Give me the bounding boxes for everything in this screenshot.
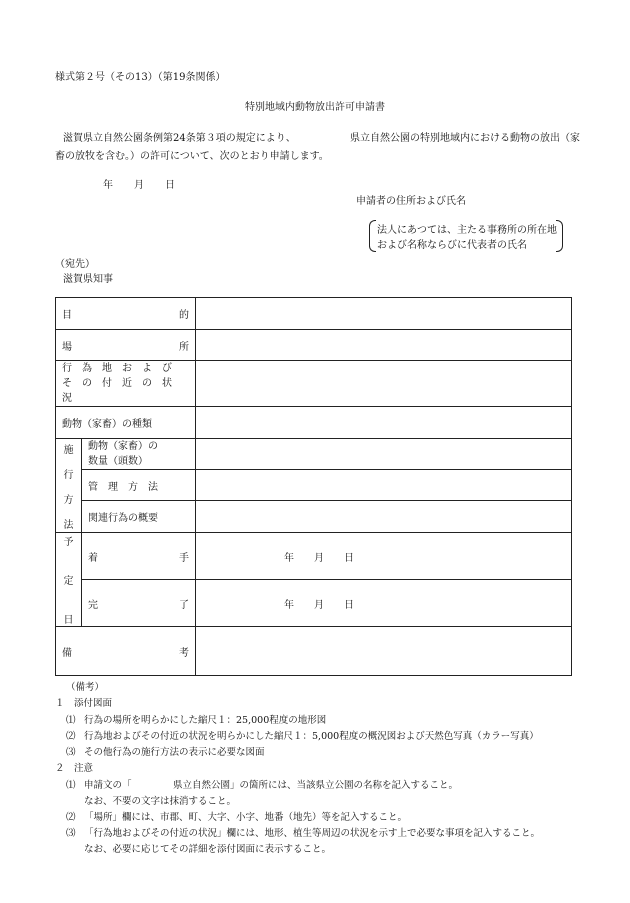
row-related bbox=[56, 501, 572, 533]
notes-s2-item3-num: ⑶ bbox=[66, 828, 76, 839]
notes-s1-title: １ 添付図面 bbox=[55, 698, 113, 709]
row-place bbox=[56, 330, 572, 361]
notes-s1-item2-num: ⑵ bbox=[66, 731, 76, 742]
application-table bbox=[55, 297, 572, 676]
notes-s2-item1-num: ⑴ bbox=[66, 780, 76, 791]
start-date-field[interactable]: 年 月 日 bbox=[196, 533, 572, 580]
corporate-note-bracket bbox=[369, 220, 563, 250]
notes-s2-item2: 「場所」欄には、市郡、町、大字、小字、地番（地先）等を記入すること。 bbox=[84, 812, 408, 823]
notes-heading: （備考） bbox=[66, 682, 105, 693]
addressee-label: （宛先） bbox=[55, 259, 95, 270]
notes-s2-title: ２ 注意 bbox=[55, 763, 94, 774]
applicant-label: 申請者の住所および氏名 bbox=[356, 196, 466, 207]
animal-count-field[interactable] bbox=[196, 439, 572, 470]
corporate-note-line1: 法人にあつては、主たる事務所の所在地 bbox=[377, 225, 557, 236]
intro-line1-a: 滋賀県立自然公園条例第24条第３項の規定により、 bbox=[63, 133, 296, 144]
animal-count-label: 動物（家畜）の 数量（頭数） bbox=[82, 439, 196, 470]
corporate-note-line2: および名称ならびに代表者の氏名 bbox=[377, 240, 527, 251]
row-site-status bbox=[56, 361, 572, 407]
notes-s2-item1-b: 県立自然公園」の箇所には、当該県立公園の名称を記入すること。 bbox=[173, 780, 459, 791]
animal-type-field[interactable] bbox=[196, 407, 572, 439]
animal-type-label: 動物（家畜）の種類 bbox=[56, 407, 196, 439]
remarks-label: 備 考 bbox=[62, 647, 189, 659]
notes-s2-item2-num: ⑵ bbox=[66, 812, 76, 823]
intro-line1-b: 県立自然公園の特別地域内における動物の放出（家 bbox=[350, 133, 580, 144]
notes-s1-item3-num: ⑶ bbox=[66, 747, 76, 758]
notes-s2-item3-b: なお、必要に応じてその詳細を添付図面に表示すること。 bbox=[84, 844, 332, 855]
site-status-label: 行 為 地 お よ び そ の 付 近 の 状 況 bbox=[56, 361, 196, 407]
remarks-field[interactable] bbox=[196, 627, 572, 676]
end-date-field[interactable]: 年 月 日 bbox=[196, 580, 572, 627]
row-management bbox=[56, 470, 572, 501]
row-start bbox=[56, 533, 572, 580]
row-animal-count bbox=[56, 439, 572, 470]
method-group-label: 施 行 方 法 bbox=[56, 439, 82, 533]
notes-s1-item1-num: ⑴ bbox=[66, 715, 76, 726]
row-animal-type bbox=[56, 407, 572, 439]
schedule-group-label: 予 定 日 bbox=[56, 533, 82, 627]
purpose-label: 目 的 bbox=[62, 310, 189, 321]
notes-s1-item1: 行為の場所を明らかにした縮尺１：25,000程度の地形図 bbox=[84, 715, 327, 726]
notes-s1-item3: その他行為の施行方法の表示に必要な図面 bbox=[84, 747, 265, 758]
notes-s2-item1-a: 申請文の「 bbox=[84, 780, 132, 791]
date-day: 日 bbox=[165, 180, 175, 191]
management-field[interactable] bbox=[196, 470, 572, 501]
notes-s2-item1-c: なお、不要の文字は抹消すること。 bbox=[84, 796, 237, 807]
management-label: 管 理 方 法 bbox=[82, 470, 196, 501]
row-remarks bbox=[56, 627, 572, 676]
form-number: 様式第２号（その13）（第19条関係） bbox=[55, 72, 226, 83]
date-year: 年 bbox=[103, 180, 113, 191]
intro-line2: 畜の放牧を含む。）の許可について、次のとおり申請します。 bbox=[55, 151, 329, 162]
related-field[interactable] bbox=[196, 501, 572, 533]
addressee-name: 滋賀県知事 bbox=[63, 274, 113, 285]
site-status-field[interactable] bbox=[196, 361, 572, 407]
row-end bbox=[56, 580, 572, 627]
notes-s2-item3-a: 「行為地およびその付近の状況」欄には、地形、植生等周辺の状況を示す上で必要な事項を記入すること。 bbox=[84, 828, 541, 839]
end-label: 完 了 bbox=[88, 599, 189, 611]
row-purpose bbox=[56, 298, 572, 330]
page-title: 特別地域内動物放出許可申請書 bbox=[245, 102, 385, 113]
place-label: 場 所 bbox=[62, 341, 189, 353]
date-month: 月 bbox=[134, 180, 144, 191]
notes-s1-item2: 行為地およびその付近の状況を明らかにした縮尺１：5,000程度の概況図および天然色写真（カラー写真） bbox=[84, 731, 539, 742]
start-label: 着 手 bbox=[88, 552, 189, 564]
place-field[interactable] bbox=[196, 330, 572, 361]
purpose-field[interactable] bbox=[196, 298, 572, 330]
related-label: 関連行為の概要 bbox=[82, 501, 196, 533]
